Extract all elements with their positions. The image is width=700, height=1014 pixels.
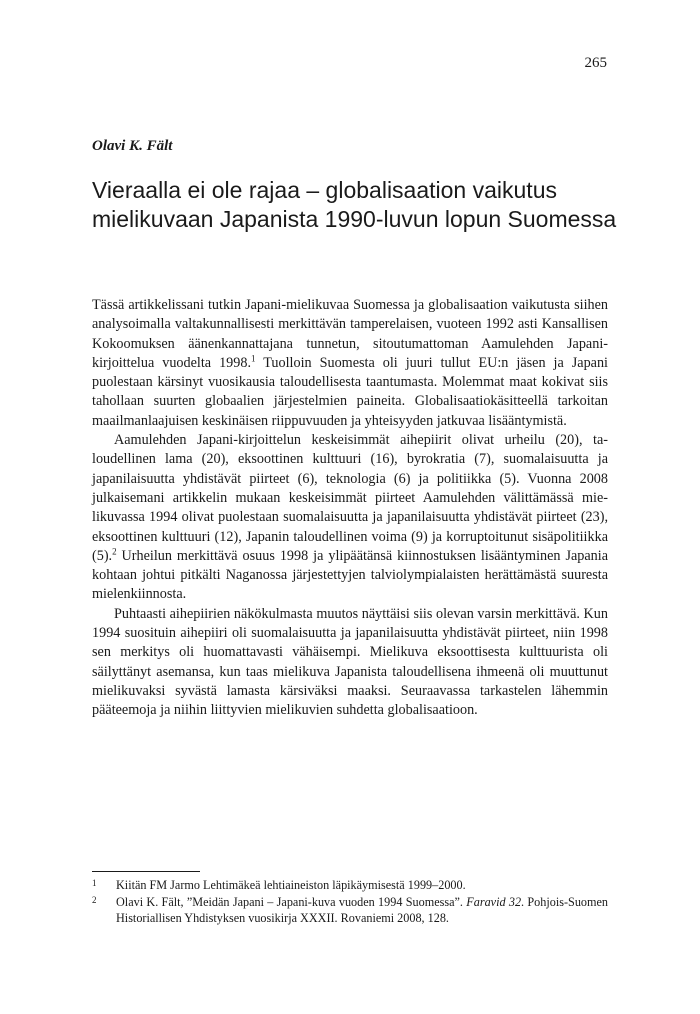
page-number: 265	[584, 55, 607, 71]
paragraph-text: Aamulehden Japani-kirjoittelun keskeisimmät aihepiirit olivat urheilu (20), taloudellinen lama (20), eksoottinen kulttuuri (16), byrokratia (7), suomalaisuutta ja japanilaisuutta yhdistävät piirteet (6), teknologia (6) ja politiikka (5). Vuonna 2008 julkaisemani artikkelin mukaan keskeisimmät piirteet Aamulehden välittämässä mielikuvassa 1994 olivat puolestaan suomalaisuutta ja japanilaisuutta yhdistävät piirteet (23), eksoottinen kulttuuri (12), Japanin taloudellinen voima (9) ja korruptoitunut sisäpolitiikka (5).	[92, 432, 608, 564]
footnote-text: . Pohjois-Suomen Historiallisen Yhdistyksen vuosikirja XXXII. Rovaniemi 2008, 128.	[116, 894, 608, 925]
body-paragraph-2	[92, 431, 608, 605]
footnote-number: 2	[92, 894, 97, 905]
footnote-divider	[92, 871, 200, 872]
article-title	[92, 176, 632, 234]
footnote-journal-title: Faravid 32	[466, 894, 522, 909]
article-body	[92, 296, 608, 721]
footnote-text: Kiitän FM Jarmo Lehtimäkeä lehtiaineiston läpikäymisestä 1999–2000.	[116, 878, 466, 892]
footnote-1	[92, 877, 608, 894]
footnote-number: 1	[92, 878, 97, 888]
author-name: Olavi K. Fält	[92, 138, 173, 154]
footnote-ref-1: 1	[251, 353, 256, 364]
paragraph-text: Urheilun merkittävä osuus 1998 ja ylipäätänsä kiinnostuksen lisääntyminen Japania kohtaan johtui pitkälti Naganossa järjestettyjen talviolympialaisten herättämästä suuresta mielenkiinnosta.	[92, 547, 608, 603]
footnote-2	[92, 894, 608, 927]
paragraph-text: Tässä artikkelissani tutkin Japani-mielikuvaa Suomessa ja globalisaation vaikutusta siihen analysoimalla valtakunnallisesti merkittävän tamperelaisen, vuoteen 1992 asti Kansallisen Kokoomuksen äänenkannattajana tunnetun, sitoutumattoman Aamulehden Japani-kirjoittelua vuodelta 1998.	[92, 297, 608, 371]
body-paragraph-3: Puhtaasti aihepiirien näkökulmasta muutos näyttäisi siis olevan varsin merkittävä. Kun 1994 suosituin aihepiiri oli suomalaisuutta ja japanilaisuutta yhdistävät piirteet, niin 1998 sen merkitys oli huomattavasti vähäisempi. Mielikuva eksoottisesta kulttuurista oli säilyttänyt asemansa, kun taas mielikuva Japanista taloudellisena ihmeenä oli muuttunut mielikuvaksi syvästä lamasta kärsiväksi maaksi. Seuraavassa tarkastelen lähemmin pääteemoja ja niihin liittyvien mielikuvien suhdetta globalisaatioon.	[92, 605, 608, 719]
article-title-line-2: mielikuvaan Japanista 1990-luvun lopun Suomessa	[92, 206, 617, 232]
paragraph-text: Tuolloin Suomesta oli juuri tullut EU:n jäsen ja Japani puolestaan kärsinyt vuosikausia taloudellisesta taantumasta. Molemmat maat kokivat siis tahollaan suurten globaalien järjestelmien paineita. Globalisaatiokäsitteellä tarkoitan maailmanlaajuisen keskinäisen riippuvuuden ja yhteisyyden jatkuvaa lisääntymistä.	[92, 354, 609, 429]
footnote-ref-2: 2	[112, 546, 117, 557]
footnote-text: Olavi K. Fält, ”Meidän Japani – Japani-kuva vuoden 1994 Suomessa”.	[116, 894, 467, 909]
body-paragraph-1	[92, 296, 608, 431]
article-title-line-1: Vieraalla ei ole rajaa – globalisaation vaikutus	[92, 177, 557, 203]
footnotes	[92, 877, 608, 927]
